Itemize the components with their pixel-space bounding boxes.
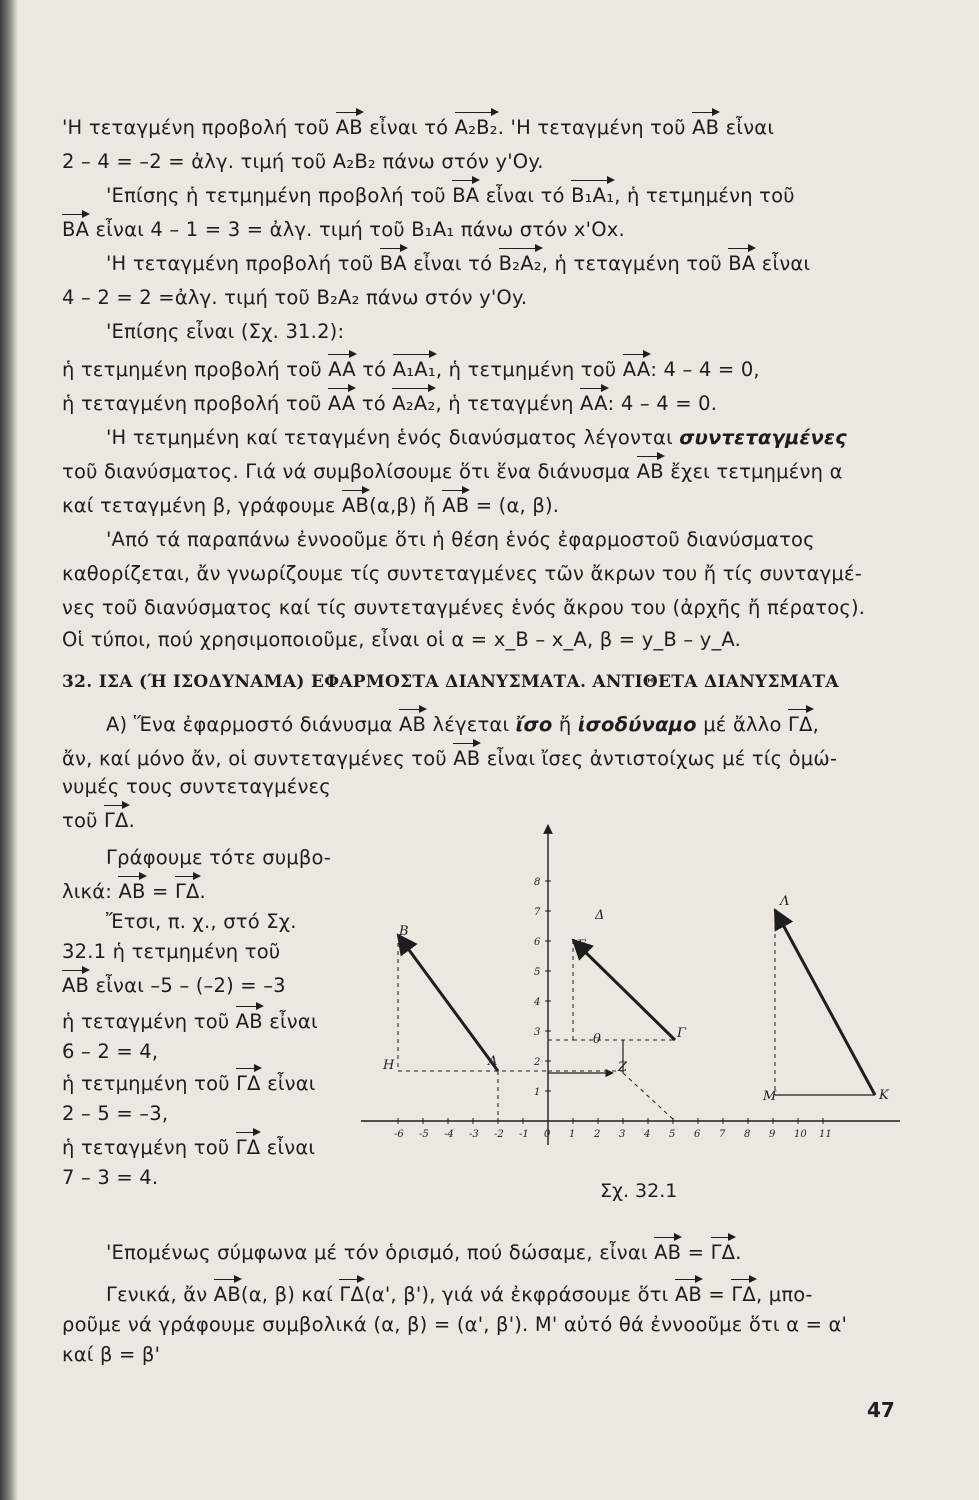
label-m: M [763,1089,777,1104]
label-b: B [399,924,409,939]
text-line-16: Οἱ τύποι, πού χρησιμοποιοῦμε, εἶναι οἱ α = x_B – x_A, β = y_B – y_A. [62,628,742,651]
text-line-17: Α) Ἕνα ἐφαρμοστό διάνυσμα AB λέγεται ἴσο ἤ ἰσοδύναμο μέ ἄλλο ΓΔ, [106,713,820,736]
text-line-6: 4 – 2 = 2 =ἀλγ. τιμή τοῦ B₂A₂ πάνω στόν y'Oy. [62,286,528,309]
text-line-32: 'Επομένως σύμφωνα μέ τόν ὁρισμό, πού δώσαμε, εἶναι AB = ΓΔ. [106,1241,742,1264]
text-line-14: καθορίζεται, ἄν γνωρίζουμε τίς συντεταγμένες τῶν ἄκρων του ἤ τίς συνταγμέ- [62,562,862,585]
y-tick-label: 7 [534,907,541,918]
x-tick-label: 5 [669,1129,676,1140]
text-line-10: 'Η τετμημένη καί τεταγμένη ἑνός διανύσματος λέγονται συντεταγμένες [106,426,847,449]
text-line-3: 'Επίσης ἡ τετμημένη προβολή τοῦ BA εἶναι τό B₁A₁, ἡ τετμημένη τοῦ [106,184,795,207]
text-line-31: 7 – 3 = 4. [62,1166,159,1189]
y-tick-label: 5 [534,967,541,978]
x-tick-label: 1 [569,1129,576,1140]
x-tick-label: 8 [744,1129,751,1140]
text-line-19: νυμές τους συντεταγμένες [62,775,331,798]
y-tick-label: 1 [534,1087,541,1098]
x-tick-label: 9 [769,1129,776,1140]
y-tick-label: 2 [534,1057,541,1068]
label-theta: θ [593,1032,601,1047]
text-line-15: νες τοῦ διανύσματος καί τίς συντεταγμένες ἑνός ἄκρου του (ἀρχῆς ἤ πέρατος). [62,596,866,619]
text-line-21: Γράφουμε τότε συμβο- [106,846,331,869]
x-tick-label: 2 [594,1129,601,1140]
x-tick-label: -2 [494,1129,504,1140]
y-tick-label: 3 [534,1027,541,1038]
y-tick-label: 6 [534,937,541,948]
x-tick-label: -5 [419,1129,429,1140]
vector-ab [398,935,498,1071]
x-tick-label: 7 [719,1129,726,1140]
text-line-18: ἄν, καί μόνο ἄν, οἱ συντεταγμένες τοῦ AB εἶναι ἴσες ἀντιστοίχως μέ τίς ὁμώ- [62,747,838,770]
text-line-13: 'Από τά παραπάνω ἐννοοῦμε ὅτι ἡ θέση ἑνός ἐφαρμοστοῦ διανύσματος [106,528,815,551]
text-line-30: ἡ τεταγμένη τοῦ ΓΔ εἶναι [62,1136,316,1159]
x-tick-label: 10 [794,1129,807,1140]
text-line-27: 6 – 2 = 4, [62,1040,159,1063]
text-line-26: ἡ τεταγμένη τοῦ AB εἶναι [62,1010,318,1033]
y-tick-label: 4 [534,997,541,1008]
label-z: Z [618,1060,628,1075]
text-line-35: καί β = β' [62,1343,161,1366]
text-line-8: ἡ τετμημένη προβολή τοῦ AA τό A₁A₁, ἡ τετμημένη τοῦ AA: 4 – 4 = 0, [62,358,760,381]
text-line-9: ἡ τεταγμένη προβολή τοῦ AA τό A₂A₂, ἡ τεταγμένη AA: 4 – 4 = 0. [62,392,718,415]
x-tick-label: -6 [394,1129,404,1140]
dashed-guides [398,910,775,1121]
x-tick-label: 11 [819,1129,832,1140]
x-tick-label: -3 [469,1129,479,1140]
label-k: K [879,1088,889,1103]
text-line-4: BA εἶναι 4 – 1 = 3 = ἀλγ. τιμή τοῦ B₁A₁ πάνω στόν x'Ox. [62,218,625,241]
text-line-28: ἡ τετμημένη τοῦ ΓΔ εἶναι [62,1072,316,1095]
x-tick-label: -1 [519,1129,529,1140]
figure-caption: Σχ. 32.1 [600,1180,678,1202]
text-line-20: τοῦ ΓΔ. [62,809,135,832]
x-tick-label: 6 [694,1129,701,1140]
text-line-33: Γενικά, ἄν AB(α, β) καί ΓΔ(α', β'), γιά νά ἐκφράσουμε ὅτι AB = ΓΔ, μπο- [106,1283,813,1306]
vector-lk [775,910,875,1095]
x-tick-label: 3 [619,1129,626,1140]
text-line-11: τοῦ διανύσματος. Γιά νά συμβολίσουμε ὅτι ἕνα διάνυσμα AB ἔχει τετμημένη α [62,460,843,483]
vector-gd [573,940,675,1040]
x-tick-label: 4 [644,1129,651,1140]
text-line-5: 'Η τεταγμένη προβολή τοῦ BA εἶναι τό B₂A₂, ἡ τεταγμένη τοῦ BA εἶναι [106,252,811,275]
text-line-23: Ἔτσι, π. χ., στό Σχ. [106,910,297,933]
text-line-25: AB εἶναι –5 – (–2) = –3 [62,974,286,997]
text-line-12: καί τεταγμένη β, γράφουμε AB(α,β) ἤ AB = (α, β). [62,494,560,517]
text-line-2: 2 – 4 = –2 = ἀλγ. τιμή τοῦ A₂B₂ πάνω στόν y'Oy. [62,150,544,173]
label-h: H [383,1058,395,1073]
label-a: A [488,1054,498,1069]
text-line-7: 'Επίσης εἶναι (Σχ. 31.2): [106,320,345,343]
page-number: 47 [867,1398,895,1422]
x-tick-label: -4 [444,1129,454,1140]
guide-z-diagonal [623,1073,675,1121]
text-line-22: λικά: AB = ΓΔ. [62,880,206,903]
label-delta: Δ [595,908,605,923]
y-tick-label: 8 [534,877,541,888]
section-heading: 32. ΙΣΑ (Ή ΙΣΟΔΥΝΑΜΑ) ΕΦΑΡΜΟΣΤΑ ΔΙΑΝΥΣΜΑΤΑ. ΑΝΤΙΘΕΤΑ ΔΙΑΝΥΣΜΑΤΑ [62,672,839,692]
label-lambda: Λ [780,894,790,909]
text-line-34: ροῦμε νά γράφουμε συμβολικά (α, β) = (α', β'). Μ' αὐτό θά ἐννοοῦμε ὅτι α = α' [62,1313,848,1336]
x-tick-label: 0 [544,1129,551,1140]
text-line-1: 'Η τεταγμένη προβολή τοῦ AB εἶναι τό A₂B₂. 'Η τεταγμένη τοῦ AB εἶναι [62,116,775,139]
text-line-24: 32.1 ἡ τετμημένη τοῦ [62,940,281,963]
label-e: E [577,938,587,953]
vector-figure [355,815,915,1155]
text-line-29: 2 – 5 = –3, [62,1102,169,1125]
label-gamma: Γ [677,1026,687,1041]
